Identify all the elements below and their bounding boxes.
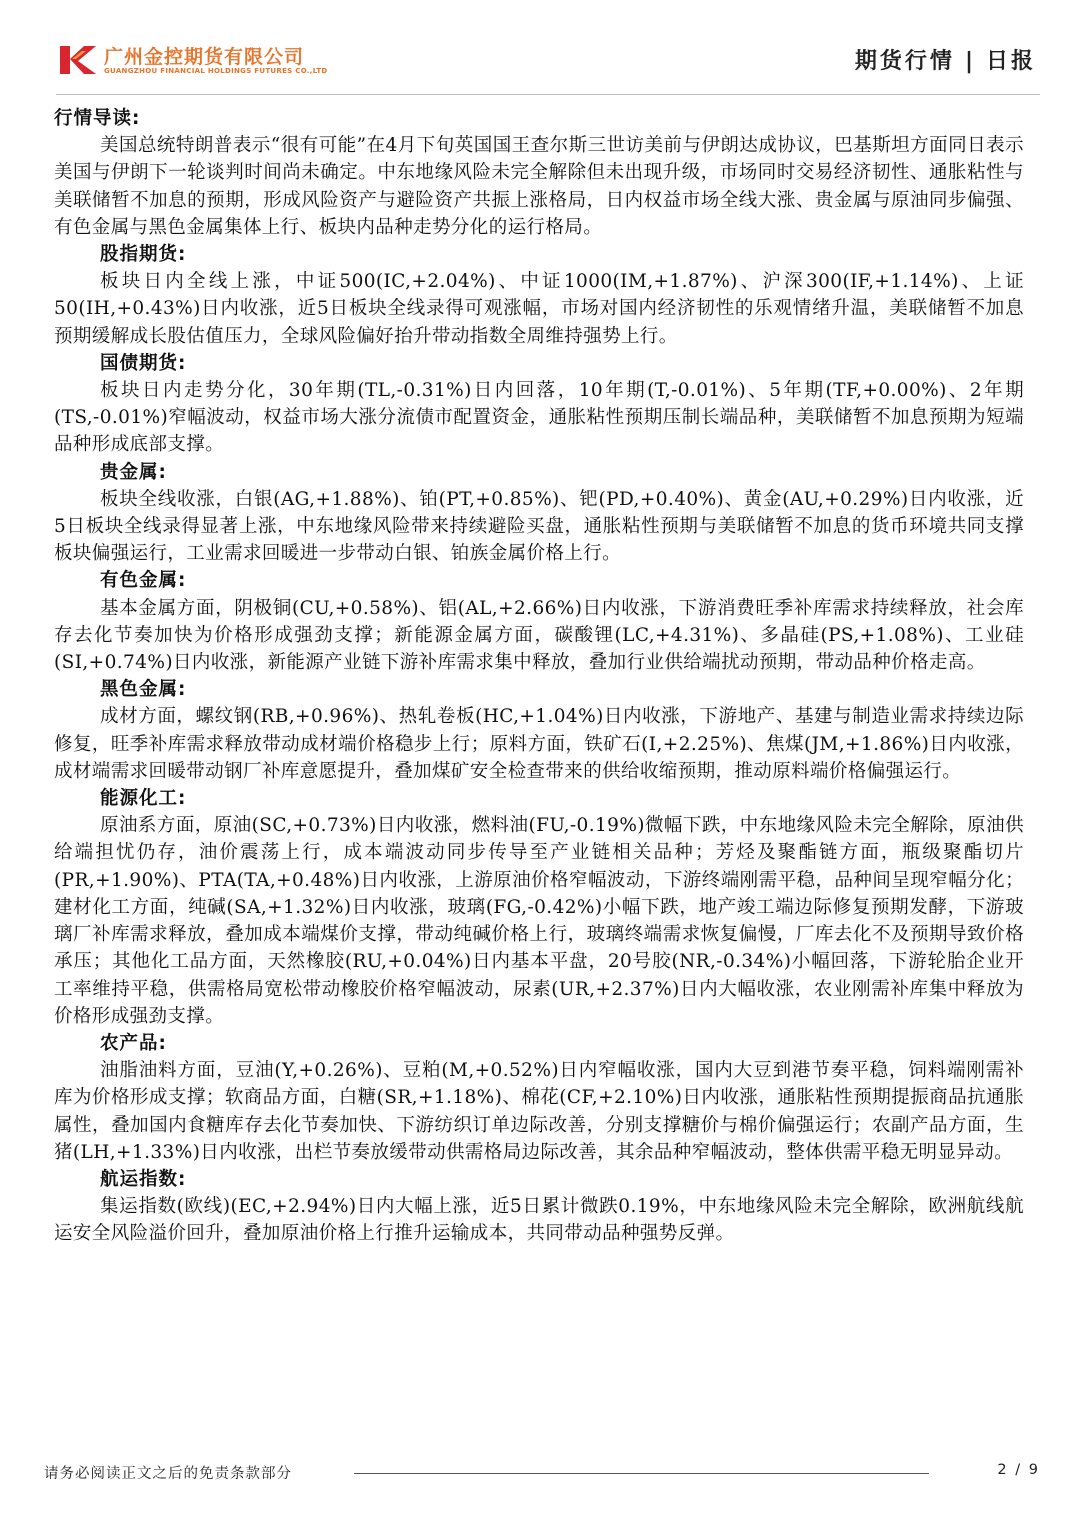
section-title: 农产品: [100, 1032, 167, 1054]
section-treasury-futures [54, 350, 1024, 459]
section-title: 行情导读: [54, 108, 141, 129]
footer-divider [354, 1473, 929, 1474]
section-paragraph: 板块全线收涨，白银(AG,+1.88%)、铂(PT,+0.85%)、钯(PD,+0.40%)、黄金(AU,+0.29%)日内收涨，近5日板块全线录得显著上涨，中东地缘风险带来持续避险买盘，通胀粘性预期与美联储暂不加息的货币环境共同支撑板块偏强运行，工业需求回暖进一步带动白银、铂族金属价格上行。 [54, 488, 1024, 565]
page-total: 9 [1028, 1462, 1040, 1478]
section-shipping-index [54, 1166, 1024, 1248]
section-paragraph: 油脂油料方面，豆油(Y,+0.26%)、豆粕(M,+0.52%)日内窄幅收涨，国内大豆到港节奏平稳，饲料端刚需补库为价格形成支撑；软商品方面，白糖(SR,+1.18%)、棉花(CF,+2.10%)日内收涨，通胀粘性预期提振商品抗通胀属性，叠加国内食糖库存去化节奏加快、下游纺织订单边际改善，分别支撑糖价与棉价偏强运行；农副产品方面，生猪(LH,+1.33%)日内收涨，出栏节奏放缓带动供需格局边际改善，其余品种窄幅波动，整体供需平稳无明显异动。 [54, 1060, 1024, 1163]
section-paragraph: 基本金属方面，阴极铜(CU,+0.58%)、铝(AL,+2.66%)日内收涨，下游消费旺季补库需求持续释放，社会库存去化节奏加快为价格形成强劲支撑；新能源金属方面，碳酸锂(LC,+4.31%)、多晶硅(PS,+1.08%)、工业硅(SI,+0.74%)日内收涨，新能源产业链下游补库需求集中释放，叠加行业供给端扰动预期，带动品种价格走高。 [54, 597, 1024, 674]
company-name-cn: 广州金控期货有限公司 [104, 46, 305, 68]
section-precious-metals [54, 459, 1024, 568]
report-period: 日报 [985, 49, 1036, 74]
page-current: 2 [997, 1462, 1009, 1478]
section-title: 贵金属: [100, 461, 167, 483]
section-paragraph: 美国总统特朗普表示“很有可能”在4月下旬英国国王查尔斯三世访美前与伊朗达成协议，巴基斯坦方面同日表示美国与伊朗下一轮谈判时间尚未确定。中东地缘风险未完全解除但未出现升级，市场同时交易经济韧性、通胀粘性与美联储暂不加息的预期，形成风险资产与避险资产共振上涨格局，日内权益市场全线大涨、贵金属与原油同步偏强、有色金属与黑色金属集体上行、板块内品种走势分化的运行格局。 [54, 135, 1024, 238]
section-title: 能源化工: [100, 788, 187, 810]
section-stock-index-futures [54, 241, 1024, 350]
page-separator: / [1015, 1462, 1023, 1478]
section-paragraph: 板块日内走势分化，30年期(TL,-0.31%)日内回落，10年期(T,-0.01%)、5年期(TF,+0.00%)、2年期(TS,-0.01%)窄幅波动，权益市场大涨分流债市配置资金，通胀粘性预期压制长端品种，美联储暂不加息预期为短端品种形成底部支撑。 [54, 380, 1024, 456]
page-header [0, 0, 1080, 100]
disclaimer-note: 请务必阅读正文之后的免责条款部分 [44, 1466, 292, 1482]
section-title: 黑色金属: [100, 679, 187, 701]
report-body [54, 105, 1024, 1248]
company-name-en: GUANGZHOU FINANCIAL HOLDINGS FUTURES CO.,LTD [104, 67, 328, 75]
section-title: 有色金属: [100, 570, 187, 592]
section-nonferrous-metals [54, 567, 1024, 676]
section-title: 航运指数: [100, 1168, 187, 1190]
company-logo [58, 42, 358, 82]
page-footer [44, 1462, 1040, 1486]
section-agricultural [54, 1030, 1024, 1166]
logo-k-icon [58, 44, 98, 76]
report-type-label [855, 44, 1036, 75]
section-paragraph: 原油系方面，原油(SC,+0.73%)日内收涨，燃料油(FU,-0.19%)微幅下跌，中东地缘风险未完全解除，原油供给端担忧仍存，油价震荡上行，成本端波动同步传导至产业链相关品种；芳烃及聚酯链方面，瓶级聚酯切片(PR,+1.90%)、PTA(TA,+0.48%)日内收涨，上游原油价格窄幅波动，下游终端刚需平稳，品种间呈现窄幅分化；建材化工方面，纯碱(SA,+1.32%)日内收涨，玻璃(FG,-0.42%)小幅下跌，地产竣工端边际修复预期发酵，下游玻璃厂补库需求释放，叠加成本端煤价支撑，带动纯碱价格上行，玻璃终端需求恢复偏慢，厂库去化不及预期导致价格承压；其他化工品方面，天然橡胶(RU,+0.04%)日内基本平盘，20号胶(NR,-0.34%)小幅回落，下游轮胎企业开工率维持平稳，供需格局宽松带动橡胶价格窄幅波动，尿素(UR,+2.37%)日内大幅收涨，农业刚需补库集中释放为价格形成强劲支撑。 [54, 815, 1024, 1027]
section-paragraph: 成材方面，螺纹钢(RB,+0.96%)、热轧卷板(HC,+1.04%)日内收涨，下游地产、基建与制造业需求持续边际修复，旺季补库需求释放带动成材端价格稳步上行；原料方面，铁矿石(I,+2.25%)、焦煤(JM,+1.86%)日内收涨，成材端需求回暖带动钢厂补库意愿提升，叠加煤矿安全检查带来的供给收缩预期，推动原料端价格偏强运行。 [54, 706, 1024, 782]
section-title: 股指期货: [100, 244, 187, 266]
section-ferrous-metals [54, 676, 1024, 785]
section-intro [54, 105, 1024, 241]
header-divider [56, 94, 1040, 95]
section-energy-chemicals [54, 785, 1024, 1030]
header-separator: | [964, 49, 976, 74]
section-paragraph: 板块日内全线上涨，中证500(IC,+2.04%)、中证1000(IM,+1.87%)、沪深300(IF,+1.14%)、上证50(IH,+0.43%)日内收涨，近5日板块全线录得可观涨幅，市场对国内经济韧性的乐观情绪升温，美联储暂不加息预期缓解成长股估值压力，全球风险偏好抬升带动指数全周维持强势上行。 [54, 271, 1024, 347]
page-number [997, 1462, 1040, 1478]
section-paragraph: 集运指数(欧线)(EC,+2.94%)日内大幅上涨，近5日累计微跌0.19%，中东地缘风险未完全解除，欧洲航线航运安全风险溢价回升，叠加原油价格上行推升运输成本，共同带动品种强势反弹。 [54, 1196, 1024, 1245]
report-type: 期货行情 [854, 49, 955, 74]
section-title: 国债期货: [100, 352, 187, 374]
